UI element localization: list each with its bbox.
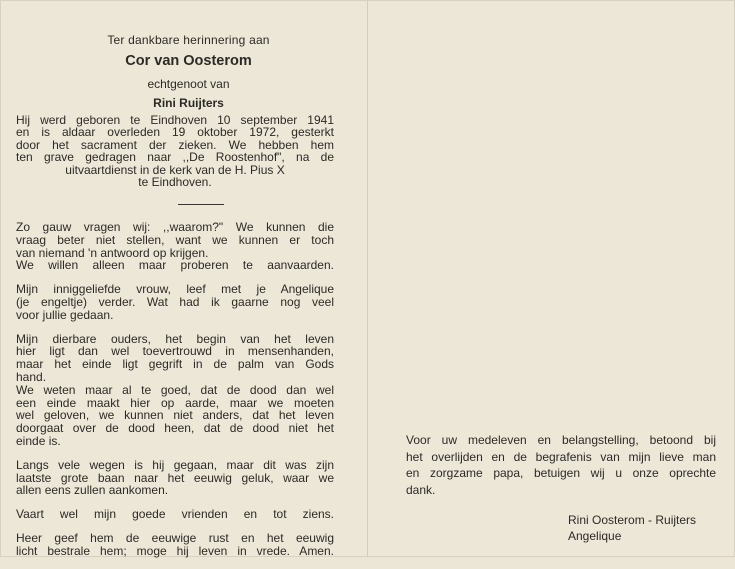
text-line: doorgaat over de dood heen, dat de dood niet het — [16, 421, 334, 436]
biography — [16, 114, 334, 188]
text-line: Zo gauw vragen wij: ,,waarom?" We kunnen die — [16, 220, 334, 234]
farewell-text — [16, 221, 334, 569]
bio-line: uitvaartdienst in de kerk van de H. Pius X — [65, 162, 285, 177]
paragraph — [16, 221, 334, 272]
text-line: We weten maar al te goed, dat de dood dan wel — [16, 382, 334, 397]
text-line: Mijn inniggeliefde vrouw, leef met je Angelique — [16, 282, 334, 297]
text-line: wel geloven, we kunnen niet anders, dat het leven — [16, 408, 334, 423]
text-line: We willen alleen maar proberen te aanvaarden. — [16, 258, 334, 273]
text-line: licht bestrale hem; moge hij leven in vrede. Amen. — [16, 543, 334, 558]
text-line: Vaart wel mijn goede vrienden en tot ziens. — [16, 507, 334, 522]
bio-line: door het sacrament der zieken. We hebben hem — [16, 137, 334, 152]
bio-line: Hij werd geboren te Eindhoven 10 september 1941 — [16, 113, 334, 127]
text-line: het overlijden en de begrafenis van mijn lieve man — [406, 449, 716, 464]
text-line: dank. — [406, 482, 436, 497]
text-line: Voor uw medeleven en belangstelling, betoond bij — [406, 433, 716, 447]
signature-name: Rini Oosterom - Ruijters — [568, 513, 697, 527]
text-line: (je engeltje) verder. Wat had ik gaarne nog veel — [16, 294, 334, 309]
spouse-label: echtgenoot van — [147, 77, 230, 91]
card-fold-line — [367, 0, 368, 557]
bio-line: en is aldaar overleden 19 oktober 1972, gesterkt — [16, 125, 334, 140]
thank-you-text — [406, 432, 716, 498]
text-line: Mijn dierbare ouders, het begin van het leven — [16, 331, 334, 346]
text-line: Langs vele wegen is hij gegaan, maar dit was zijn — [16, 457, 334, 472]
divider — [178, 204, 224, 205]
paragraph — [16, 532, 334, 558]
text-line: hand. — [16, 369, 47, 384]
text-line: voor jullie gedaan. — [16, 307, 114, 322]
intro-text: Ter dankbare herinnering aan — [107, 33, 270, 47]
paragraph — [16, 333, 334, 448]
text-line: van niemand 'n antwoord op krijgen. — [16, 245, 209, 260]
left-page — [16, 0, 361, 557]
right-page — [372, 0, 735, 557]
signature — [568, 512, 728, 544]
paragraph — [16, 459, 334, 497]
text-line: allen eens zullen aankomen. — [16, 483, 169, 498]
text-line: hier ligt dan wel toevertrouwd in mensenhanden, — [16, 344, 334, 359]
text-line: laatste grote baan naar het eeuwig geluk, waar we — [16, 470, 334, 485]
paragraph — [16, 283, 334, 321]
spouse-name: Rini Ruijters — [153, 96, 224, 110]
text-line: einde is. — [16, 433, 61, 448]
paragraph — [16, 508, 334, 521]
bio-line: ten grave gedragen naar ,,De Roostenhof", na de — [16, 150, 334, 165]
text-line: een einde maakt hier op aarde, maar we moeten — [16, 395, 334, 410]
text-line: vraag beter niet stellen, want we kunnen er toch — [16, 232, 334, 247]
text-line: Heer geef hem de eeuwige rust en het eeuwig — [16, 530, 334, 545]
text-line: en zorgzame papa, betuigen wij u onze oprechte — [406, 466, 716, 480]
text-line: maar het einde ligt gegrift in de palm van Gods — [16, 357, 334, 372]
deceased-name: Cor van Oosterom — [125, 53, 252, 69]
bio-line: te Eindhoven. — [138, 175, 212, 190]
signature-child: Angelique — [568, 529, 622, 543]
